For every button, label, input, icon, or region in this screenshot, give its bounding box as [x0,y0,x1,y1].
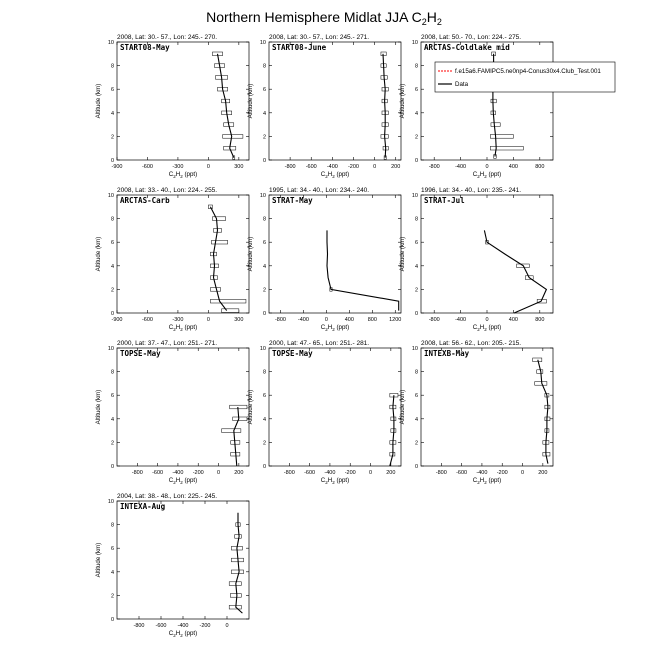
x-axis-label [169,630,197,638]
x-axis-label [169,171,197,179]
plot-frame [421,195,553,313]
figure-title-sub1: 2 [421,17,427,27]
legend-data-label: Data [455,81,469,88]
y-tick-label: 2 [262,440,266,447]
plot-frame [421,348,553,466]
x-tick-label: -800 [274,317,286,323]
x-tick-label: -800 [283,470,295,476]
data-range-box [533,358,542,362]
y-axis-label: Altitude (km) [247,83,254,119]
y-tick-label: 0 [110,617,114,623]
x-tick-label: 400 [508,164,518,170]
y-tick-label: 6 [414,240,418,247]
data-range-box [235,535,242,539]
y-axis-label: Altitude (km) [399,83,406,119]
x-axis-label-part: (ppt) [334,477,350,484]
y-tick-label: 2 [110,287,114,294]
panel-title: 2008, Lat: 50.- 70., Lon: 224.- 275. [421,34,522,41]
y-tick-label: 2 [110,593,114,600]
x-axis-label-part: (ppt) [486,171,502,178]
x-tick-label: 300 [234,317,244,323]
x-axis-label-part: H [175,171,181,178]
x-tick-label: -400 [455,164,467,170]
x-tick-label: 0 [521,470,525,476]
data-range-box [490,135,513,139]
x-axis-label-part: 2 [484,327,487,332]
x-axis-label-part: 2 [325,327,328,332]
x-tick-label: -800 [133,623,145,629]
x-tick-label: 0 [206,164,210,170]
x-axis-label-part: (ppt) [334,324,350,331]
y-tick-label: 8 [110,63,114,70]
campaign-label: TOPSE-May [120,349,161,358]
y-tick-label: 10 [411,193,418,199]
x-tick-label: -200 [192,470,204,476]
x-axis-label-part: 2 [477,327,480,332]
x-tick-label: 0 [485,317,489,323]
y-tick-label: 4 [262,263,266,270]
x-axis-label-part: H [479,324,485,331]
y-tick-label: 2 [414,440,418,447]
x-tick-label: -600 [305,164,317,170]
y-tick-label: 10 [259,40,266,46]
x-tick-label: 0 [485,164,489,170]
x-tick-label: -400 [172,470,184,476]
data-range-box [490,146,523,150]
y-tick-label: 6 [110,240,114,247]
x-tick-label: -600 [456,470,468,476]
data-profile-line [236,513,243,613]
x-axis-label-part: C [320,171,326,178]
y-axis-label: Altitude (km) [95,542,102,578]
y-axis-label: Altitude (km) [247,236,254,272]
campaign-label: ARCTAS-Coldlake mid [424,43,510,52]
data-profile-line [327,230,399,310]
chart-panel [95,34,249,179]
x-axis-label-part: 2 [180,633,183,638]
campaign-label: INTEXB-May [424,349,470,358]
x-tick-label: -400 [324,470,336,476]
x-axis-label-part: C [472,171,478,178]
x-axis-label-part: 2 [484,480,487,485]
y-tick-label: 6 [262,240,266,247]
chart-panel [247,34,401,179]
x-tick-label: -300 [172,317,184,323]
y-tick-label: 4 [110,110,114,117]
y-tick-label: 0 [262,311,266,317]
panel-title: 2008, Lat: 30.- 57., Lon: 245.- 271. [269,34,370,41]
x-tick-label: -800 [428,317,440,323]
y-tick-label: 10 [259,346,266,352]
data-profile-line [210,207,226,311]
x-axis-label-part: 2 [477,174,480,179]
x-tick-label: -600 [141,164,153,170]
x-axis-label-part: 2 [332,327,335,332]
data-range-box [211,240,227,244]
x-tick-label: 300 [234,164,244,170]
y-tick-label: 10 [107,346,114,352]
x-axis-label [169,324,197,332]
x-axis-label-part: H [327,171,333,178]
y-tick-label: 4 [414,263,418,270]
chart-panel [399,340,553,485]
panel-title: 1995, Lat: 34.- 40., Lon: 234.- 240. [269,187,370,194]
y-tick-label: 8 [262,369,266,376]
x-axis-label-part: 2 [180,480,183,485]
x-axis-label-part: 2 [325,480,328,485]
y-tick-label: 2 [414,287,418,294]
y-tick-label: 0 [414,464,418,470]
x-tick-label: -800 [435,470,447,476]
x-axis-label-part: C [472,477,478,484]
x-tick-label: 0 [369,470,373,476]
x-axis-label-part: 2 [484,174,487,179]
y-tick-label: 8 [110,522,114,529]
campaign-label: TOPSE-May [272,349,313,358]
x-tick-label: -900 [111,164,123,170]
plot-frame [117,348,249,466]
x-tick-label: -800 [428,164,440,170]
y-tick-label: 8 [414,216,418,223]
data-range-box [222,429,241,433]
x-tick-label: -200 [199,623,211,629]
x-tick-label: 200 [386,470,396,476]
figure-title-sub2: 2 [436,17,442,27]
y-tick-label: 6 [110,87,114,94]
y-tick-label: 2 [262,287,266,294]
x-axis-label-part: H [327,477,333,484]
x-tick-label: -900 [111,317,123,323]
x-tick-label: -600 [155,623,167,629]
panel-title: 1996, Lat: 34.- 40., Lon: 235.- 241. [421,187,522,194]
y-tick-label: 10 [411,40,418,46]
legend-model-label: f.e15a6.FAMIPC5.ne0np4-Conus30x4.Club_Test.001 [455,68,601,75]
x-tick-label: 0 [225,623,229,629]
x-axis-label [473,477,501,485]
x-tick-label: 0 [324,317,328,323]
y-axis-label: Altitude (km) [95,83,102,119]
x-axis-label-part: 2 [477,480,480,485]
y-tick-label: 6 [262,87,266,94]
y-tick-label: 6 [110,393,114,400]
figure-title-mid: H [426,9,437,25]
y-tick-label: 8 [414,369,418,376]
chart-panel [95,340,249,485]
x-axis-label [321,477,349,485]
x-axis-label-part: 2 [332,480,335,485]
panel-title: 2004, Lat: 38.- 48., Lon: 225.- 245. [117,493,218,500]
x-axis-label-part: 2 [180,327,183,332]
x-tick-label: -600 [152,470,164,476]
x-axis-label [321,324,349,332]
x-axis-label-part: H [479,171,485,178]
panel-title: 2008, Lat: 56.- 62., Lon: 205.- 215. [421,340,522,347]
y-tick-label: 2 [414,134,418,141]
x-axis-label [473,171,501,179]
x-tick-label: 400 [508,317,518,323]
figure-title-main: Northern Hemisphere Midlat JJA C [206,9,422,25]
data-range-box [491,123,500,127]
y-tick-label: 4 [262,110,266,117]
x-tick-label: 0 [206,317,210,323]
panel-title: 2000, Lat: 37.- 47., Lon: 251.- 271. [117,340,218,347]
x-tick-label: -200 [347,164,359,170]
data-range-box [223,135,243,139]
x-tick-label: -400 [326,164,338,170]
campaign-label: ARCTAS-Carb [120,196,170,205]
plot-frame [117,501,249,619]
x-tick-label: 800 [535,164,545,170]
data-profile-line [383,54,386,158]
panel-title: 2008, Lat: 30.- 57., Lon: 245.- 270. [117,34,218,41]
x-tick-label: 800 [535,317,545,323]
y-tick-label: 0 [110,158,114,164]
data-range-box [491,99,496,103]
x-axis-label-part: C [168,477,174,484]
x-tick-label: -300 [172,164,184,170]
x-axis-label-part: 2 [173,633,176,638]
campaign-label: STRAT-May [272,196,313,205]
y-tick-label: 0 [262,464,266,470]
x-axis-label-part: 2 [332,174,335,179]
data-range-box [222,309,239,313]
x-tick-label: 400 [344,317,354,323]
chart-panel [95,187,249,332]
x-tick-label: 0 [373,164,377,170]
campaign-label: START08-June [272,43,327,52]
chart-panel [399,34,553,179]
x-axis-label-part: C [168,630,174,637]
data-range-box [535,382,547,386]
x-axis-label-part: H [175,630,181,637]
y-axis-label: Altitude (km) [247,389,254,425]
y-tick-label: 4 [110,416,114,423]
x-axis-label-part: (ppt) [334,171,350,178]
chart-panel [95,493,249,638]
y-tick-label: 4 [110,569,114,576]
x-axis-label [321,171,349,179]
data-range-box [233,417,247,421]
y-tick-label: 10 [259,193,266,199]
y-tick-label: 8 [414,63,418,70]
x-axis-label-part: H [479,477,485,484]
y-tick-label: 8 [110,216,114,223]
x-tick-label: 200 [538,470,548,476]
x-tick-label: -400 [455,317,467,323]
campaign-label: START08-May [120,43,170,52]
y-axis-label: Altitude (km) [95,236,102,272]
x-axis-label [473,324,501,332]
data-range-box [537,370,543,374]
x-tick-label: -400 [177,623,189,629]
y-tick-label: 8 [262,216,266,223]
y-tick-label: 10 [107,40,114,46]
y-tick-label: 10 [411,346,418,352]
x-axis-label-part: C [320,324,326,331]
campaign-label: INTEXA-Aug [120,502,166,511]
data-range-box [210,288,220,292]
y-tick-label: 6 [414,87,418,94]
x-axis-label-part: C [320,477,326,484]
x-tick-label: 200 [234,470,244,476]
data-profile-line [218,54,234,158]
y-tick-label: 10 [107,499,114,505]
x-tick-label: -800 [131,470,143,476]
y-tick-label: 6 [262,393,266,400]
y-tick-label: 4 [262,416,266,423]
y-axis-label: Altitude (km) [95,389,102,425]
y-tick-label: 0 [110,464,114,470]
x-axis-label-part: (ppt) [486,477,502,484]
x-axis-label-part: H [175,477,181,484]
y-tick-label: 0 [414,311,418,317]
x-axis-label-part: (ppt) [182,171,198,178]
y-tick-label: 8 [262,63,266,70]
y-tick-label: 6 [414,393,418,400]
campaign-label: STRAT-Jul [424,196,465,205]
x-tick-label: -400 [297,317,309,323]
y-tick-label: 0 [414,158,418,164]
x-axis-label-part: 2 [325,174,328,179]
legend [435,62,615,92]
data-profile-line [234,407,239,466]
y-tick-label: 2 [110,440,114,447]
x-axis-label-part: 2 [173,174,176,179]
y-tick-label: 0 [110,311,114,317]
x-axis-label [169,477,197,485]
x-axis-label-part: H [175,324,181,331]
x-tick-label: -400 [476,470,488,476]
data-range-box [210,299,246,303]
y-tick-label: 4 [110,263,114,270]
plot-frame [421,42,553,160]
y-tick-label: 0 [262,158,266,164]
x-axis-label-part: C [168,171,174,178]
x-axis-label-part: 2 [173,480,176,485]
y-axis-label: Altitude (km) [399,236,406,272]
y-axis-label: Altitude (km) [399,389,406,425]
y-tick-label: 8 [110,369,114,376]
x-tick-label: 1200 [389,317,402,323]
x-tick-label: -600 [141,317,153,323]
y-tick-label: 2 [262,134,266,141]
x-axis-label-part: 2 [180,174,183,179]
x-tick-label: 800 [367,317,377,323]
x-tick-label: 200 [391,164,401,170]
x-tick-label: 0 [217,470,221,476]
figure-title [206,9,442,27]
plot-frame [269,348,401,466]
plot-frame [269,42,401,160]
y-tick-label: 4 [414,416,418,423]
data-range-box [230,594,241,598]
data-profile-line [538,360,548,464]
plot-frame [117,195,249,313]
x-tick-label: -800 [284,164,296,170]
x-axis-label-part: C [168,324,174,331]
chart-panel [247,187,401,332]
x-tick-label: -200 [496,470,508,476]
y-tick-label: 10 [107,193,114,199]
x-tick-label: -200 [344,470,356,476]
data-range-box [231,570,243,574]
x-axis-label-part: H [327,324,333,331]
x-axis-label-part: C [472,324,478,331]
x-tick-label: -600 [304,470,316,476]
panel-title: 2008, Lat: 33.- 40., Lon: 224.- 255. [117,187,218,194]
plot-frame [269,195,401,313]
panel-grid [95,34,553,638]
y-tick-label: 4 [414,110,418,117]
data-range-box [212,217,225,221]
chart-panel [399,187,553,332]
x-axis-label-part: (ppt) [182,630,198,637]
x-axis-label-part: 2 [173,327,176,332]
chart-panel [247,340,401,485]
x-axis-label-part: (ppt) [182,324,198,331]
x-axis-label-part: (ppt) [486,324,502,331]
y-tick-label: 6 [110,546,114,553]
x-axis-label-part: (ppt) [182,477,198,484]
y-tick-label: 2 [110,134,114,141]
panel-title: 2000, Lat: 47.- 65., Lon: 251.- 281. [269,340,370,347]
